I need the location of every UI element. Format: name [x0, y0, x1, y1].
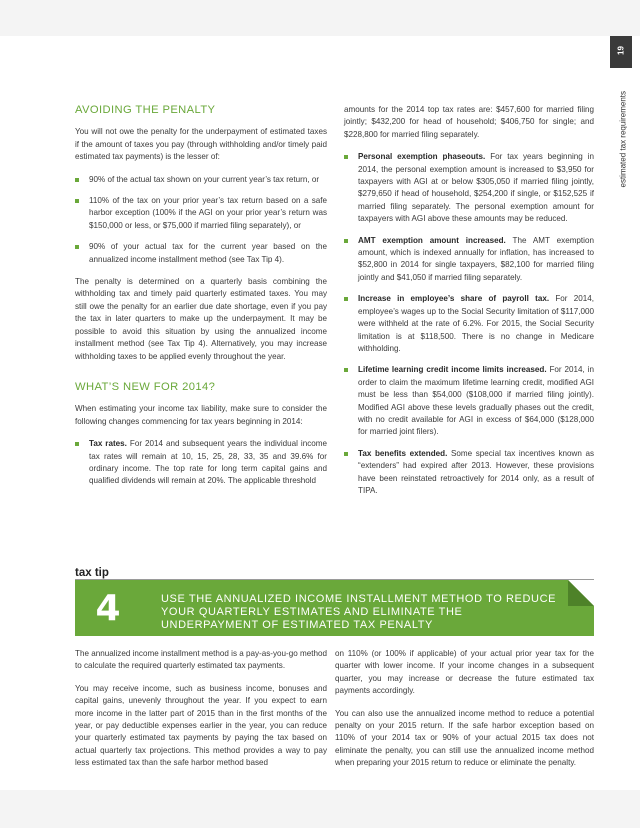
avoiding-penalty-heading: AVOIDING THE PENALTY: [75, 104, 216, 116]
list-item-title: AMT exemption amount increased.: [358, 235, 506, 245]
left-column: [75, 104, 327, 498]
list-item-text: Some special tax incentives known as “extenders” had expired after 2013. However, these provisions have been reinstated retroactively for 2014 only, as a result of TIPA.: [358, 448, 595, 495]
page-number-tab: [610, 36, 632, 68]
avoiding-body: The penalty is determined on a quarterly basis combining the withholding tax and timely paid quarterly estimated taxes. You may still owe the penalty for an earlier due date shortage, even if you pay the tax in later quarters to make up the underpayment. It may be possible to avoid this situation by using the annualized income installment method (see Tax Tip 4). Alternatively, you may increase withholding taxes to be applied evenly throughout the year.: [75, 277, 327, 361]
list-item: [344, 293, 594, 355]
bullet-square-icon: [344, 452, 348, 456]
list-item: [344, 364, 594, 438]
tax-tip-paragraph: on 110% (or 100% if applicable) of your actual prior year tax for the quarter with lower income. If your income changes in a subsequent quarter, you may increase or decrease the future estimated tax payments accordingly.: [335, 649, 594, 696]
banner-corner-fold-shadow: [568, 580, 594, 606]
right-column: [344, 104, 594, 507]
list-item: [344, 151, 594, 225]
bullet-square-icon: [344, 297, 348, 301]
tax-tip-title: USE THE ANNUALIZED INCOME INSTALLMENT METHOD TO REDUCE YOUR QUARTERLY ESTIMATES AND ELIMINATE THE UNDERPAYMENT OF ESTIMATED TAX PENALTY: [161, 593, 557, 631]
list-item-title: Lifetime learning credit income limits increased.: [358, 365, 547, 375]
whats-new-heading: WHAT’S NEW FOR 2014?: [75, 380, 216, 393]
bullet-square-icon: [75, 442, 79, 446]
list-item-title: Tax benefits extended.: [358, 448, 448, 458]
list-item-text: For 2014, employee’s wages up to the Social Security limitation of $117,000 were withheld at the rate of 6.2%. For 2015, the Social Security limitation is at $118,500. There is no change in Medicare withholding.: [358, 294, 595, 353]
tax-rates-continued: amounts for the 2014 top tax rates are: $457,600 for married filing jointly; $432,200 for head of household; $406,750 for single; and $228,800 for married filing separately.: [344, 105, 594, 139]
list-item: [75, 438, 327, 488]
bullet-square-icon: [344, 368, 348, 372]
list-item-text: The AMT exemption amount, which is indexed annually for inflation, has increased to $52,800 in 2014 for single taxpayers, $82,100 for married filing jointly and $41,050 if married filing separately.: [358, 235, 594, 282]
section-label-container: [616, 78, 628, 188]
tax-tip-paragraph: You may receive income, such as business income, bonuses and capital gains, unevenly throughout the year. If you expect to earn more income in the latter part of 2015 than in the first months of the year, or pay deductible expenses earlier in the year, you can reduce your quarterly estimated tax payments by paying the tax based on actual quarterly tax projections. This method provides a way to pay less estimated tax than the safe harbor method based: [75, 683, 327, 768]
bottom-margin: [0, 790, 640, 828]
section-label: estimated tax requirements: [618, 91, 628, 188]
list-item-text: 90% of your actual tax for the current year based on the annualized income installment method (see Tax Tip 4).: [89, 242, 327, 264]
tax-tip-paragraph: You can also use the annualized income method to reduce a potential penalty on your 2015 return. If the safe harbor exception based on 110% of your 2014 tax or 90% of your actual 2015 tax does not eliminate the penalty, you can still use the annualized income method when preparing your 2015 return to reduce or eliminate the penalty.: [335, 708, 594, 768]
bullet-square-icon: [344, 155, 348, 159]
bullet-square-icon: [75, 178, 79, 182]
list-item-text: For tax years beginning in 2014, the personal exemption amount is increased to $3,950 for taxpayers with AGI at or below $305,050 if married filing jointly, $279,650 if head of household, $254,200 if single, or $152,525 if married filing separately. The personal exemption amount for taxpayers with AGI above these amounts may be reduced.: [358, 152, 595, 224]
whats-new-list-start: [75, 438, 327, 488]
list-item-text: For 2014, in order to claim the maximum lifetime learning credit, modified AGI must be less than $54,000 ($108,000 if married filing jointly). Modified AGI above these levels gradually phases out the credit, with no credit available for AGI in excess of $64,000 ($128,000 for married joint filers).: [358, 365, 594, 437]
tax-tip-label: tax tip: [75, 567, 109, 579]
tax-tip-number: 4: [95, 588, 121, 629]
list-item: [75, 174, 327, 186]
whats-new-intro: When estimating your income tax liability, make sure to consider the following changes commencing for tax years beginning in 2014:: [75, 404, 327, 426]
avoiding-intro: You will not owe the penalty for the underpayment of estimated taxes if the amount of taxes you pay (through withholding and/or timely paid estimated tax payments) is the lesser of:: [75, 127, 327, 162]
page-number: 19: [616, 46, 626, 55]
bullet-square-icon: [75, 199, 79, 203]
list-item: [75, 195, 327, 232]
list-item: [344, 235, 594, 285]
list-item-title: Tax rates.: [89, 439, 127, 449]
list-item-text: 90% of the actual tax shown on your current year’s tax return, or: [89, 174, 320, 184]
tax-tip-paragraph: The annualized income installment method is a pay-as-you-go method to calculate the required quarterly estimated tax payments.: [75, 649, 327, 671]
tax-tip-left-column: [75, 648, 327, 780]
list-item-title: Increase in employee’s share of payroll tax.: [358, 294, 550, 304]
tax-tip-right-column: [335, 648, 594, 780]
list-item: [344, 448, 594, 498]
list-item-text: For 2014 and subsequent years the individual income tax rates will remain at 10, 15, 25, 28, 33, 35 and 39.6% for ordinary income. The top rate for long term capital gains and qualified dividends will remain at 20%. The applicable threshold: [89, 439, 327, 486]
whats-new-list: [344, 151, 594, 497]
list-item-title: Personal exemption phaseouts.: [358, 152, 486, 162]
bullet-square-icon: [344, 239, 348, 243]
avoiding-bullet-list: [75, 174, 327, 266]
top-margin: [0, 0, 640, 36]
bullet-square-icon: [75, 245, 79, 249]
list-item-text: 110% of the tax on your prior year’s tax return based on a safe harbor exception (100% if the AGI on your prior year’s return was $150,000 or less, or $75,000 if married filing separately), or: [89, 196, 327, 230]
list-item: [75, 241, 327, 266]
